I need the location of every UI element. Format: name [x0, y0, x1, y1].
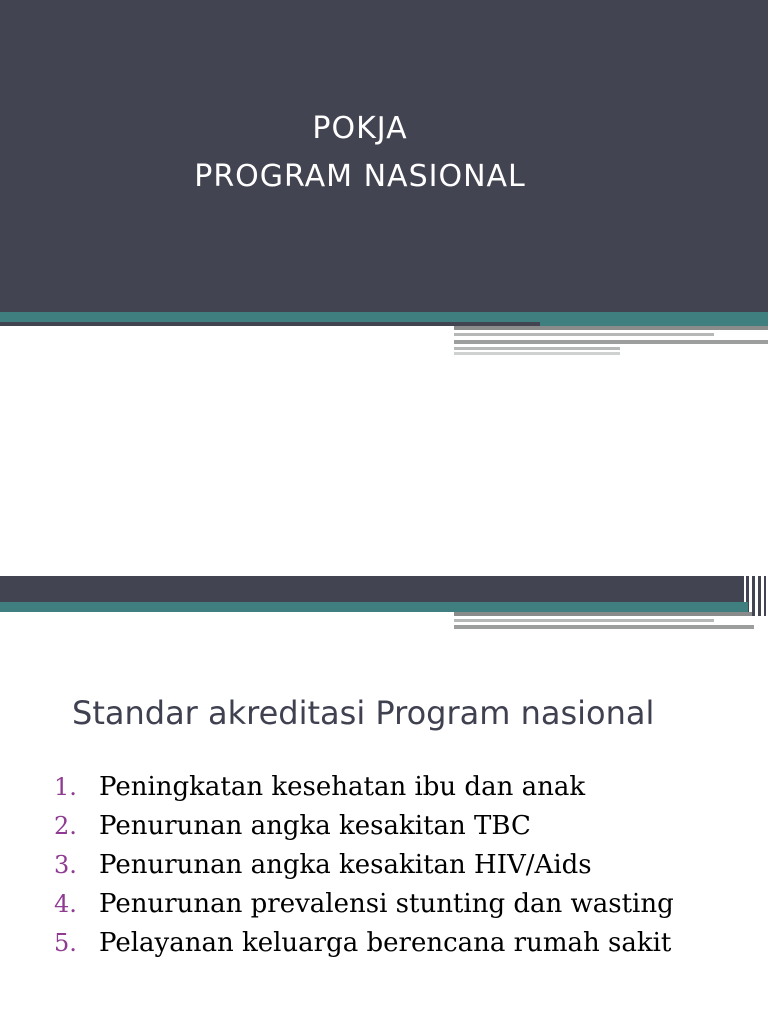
gray-stripe	[454, 333, 714, 336]
content-slide-header	[0, 576, 752, 602]
list-item	[0, 885, 768, 924]
list-item	[0, 768, 768, 807]
list-text: Pelayanan keluarga berencana rumah sakit	[99, 928, 672, 958]
gray-stripe	[454, 612, 752, 616]
teal-stripe	[0, 602, 748, 612]
slide-title	[0, 105, 720, 201]
title-line-1: POKJA	[312, 111, 408, 146]
list-number: 3.	[54, 851, 77, 879]
list-text: Penurunan angka kesakitan TBC	[99, 811, 531, 841]
list-number: 5.	[54, 929, 77, 957]
list-number: 1.	[54, 773, 77, 801]
title-line-2: PROGRAM NASIONAL	[194, 159, 526, 194]
list-item	[0, 924, 768, 963]
slide-heading: Standar akreditasi Program nasional	[72, 694, 655, 732]
list-text: Penurunan prevalensi stunting dan wasting	[99, 889, 674, 919]
list-number: 4.	[54, 890, 77, 918]
teal-stripe	[0, 312, 540, 322]
title-slide-header	[0, 0, 768, 312]
gray-stripe	[454, 340, 768, 344]
gray-stripe	[454, 326, 768, 330]
list-item	[0, 807, 768, 846]
gray-stripe	[454, 347, 620, 350]
list-item	[0, 846, 768, 885]
teal-stripe	[540, 312, 768, 326]
dark-edge-lines	[746, 576, 766, 616]
gray-stripe	[454, 625, 754, 629]
list-text: Penurunan angka kesakitan HIV/Aids	[99, 850, 592, 880]
gray-stripe	[454, 352, 620, 355]
list-text: Peningkatan kesehatan ibu dan anak	[99, 772, 586, 802]
gray-stripe	[454, 619, 714, 622]
program-list	[0, 768, 768, 963]
list-number: 2.	[54, 812, 77, 840]
